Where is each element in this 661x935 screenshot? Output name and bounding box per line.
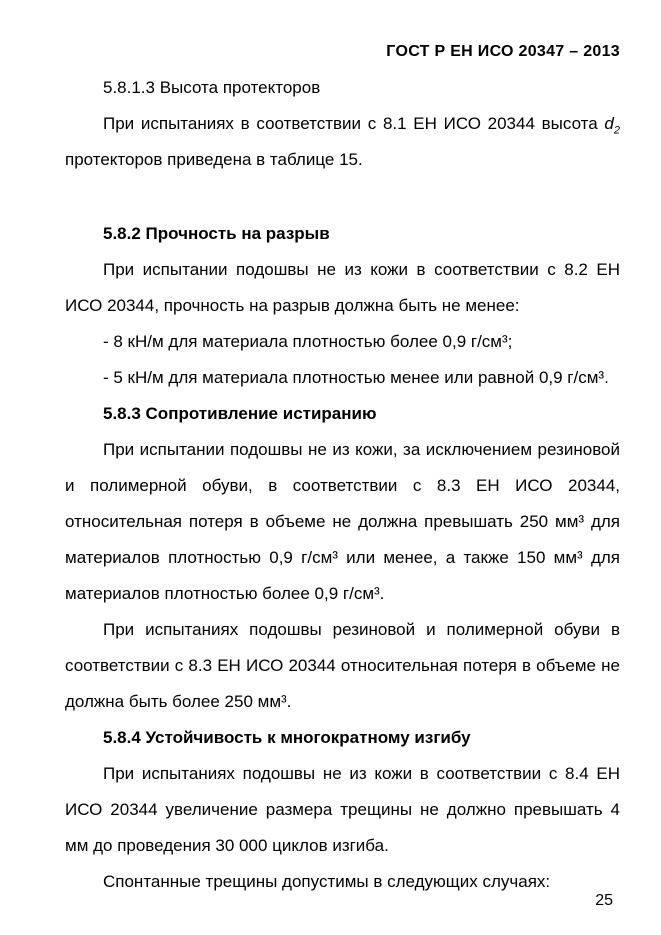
d2-variable-letter: d <box>604 114 614 133</box>
paragraph-spontaneous-cracks: Спонтанные трещины допустимы в следующих случаях: <box>103 872 551 891</box>
paragraph-abrasion-non-leather: При испытании подошвы не из кожи, за исключением резиновой и полимерной обуви, в соответствии с 8.3 ЕН ИСО 20344, относительная потеря в объеме не должна превышать 250 мм³ для материалов плотностью 0,9 г/см³ или менее, а также 150 мм³ для материалов плотностью более 0,9 г/см³. <box>65 440 620 603</box>
section-heading-5-8-4: 5.8.4 Устойчивость к многократному изгибу <box>103 728 471 747</box>
list-item-tear-strength-8: - 8 кН/м для материала плотностью более 0,9 г/см³; <box>103 332 513 351</box>
paragraph-flex-resistance: При испытаниях подошвы не из кожи в соответствии с 8.4 ЕН ИСО 20344 увеличение размера трещины не должно превышать 4 мм до проведения 30 000 циклов изгиба. <box>65 764 620 855</box>
list-item-tear-strength-5: - 5 кН/м для материала плотностью менее или равной 0,9 г/см³. <box>103 368 609 387</box>
paragraph-tear-strength-intro: При испытании подошвы не из кожи в соответствии с 8.2 ЕН ИСО 20344, прочность на разрыв должна быть не менее: <box>65 260 620 315</box>
paragraph-text: При испытаниях в соответствии с 8.1 ЕН ИСО 20344 высота <box>103 114 605 133</box>
section-heading-5-8-2: 5.8.2 Прочность на разрыв <box>103 224 330 243</box>
page-number: 25 <box>595 892 613 909</box>
d2-variable <box>604 114 620 137</box>
document-header: ГОСТ Р ЕН ИСО 20347 – 2013 <box>386 43 620 60</box>
d2-variable-subscript: 2 <box>613 124 620 137</box>
paragraph-text: протекторов приведена в таблице 15. <box>65 150 363 169</box>
section-heading-5-8-3: 5.8.3 Сопротивление истиранию <box>103 404 377 423</box>
section-heading-5-8-1-3: 5.8.1.3 Высота протекторов <box>103 78 321 97</box>
paragraph-abrasion-rubber-polymer: При испытаниях подошвы резиновой и полимерной обуви в соответствии с 8.3 ЕН ИСО 20344 относительная потеря в объеме не должна быть более 250 мм³. <box>65 620 620 711</box>
paragraph-tread-height <box>65 106 620 178</box>
